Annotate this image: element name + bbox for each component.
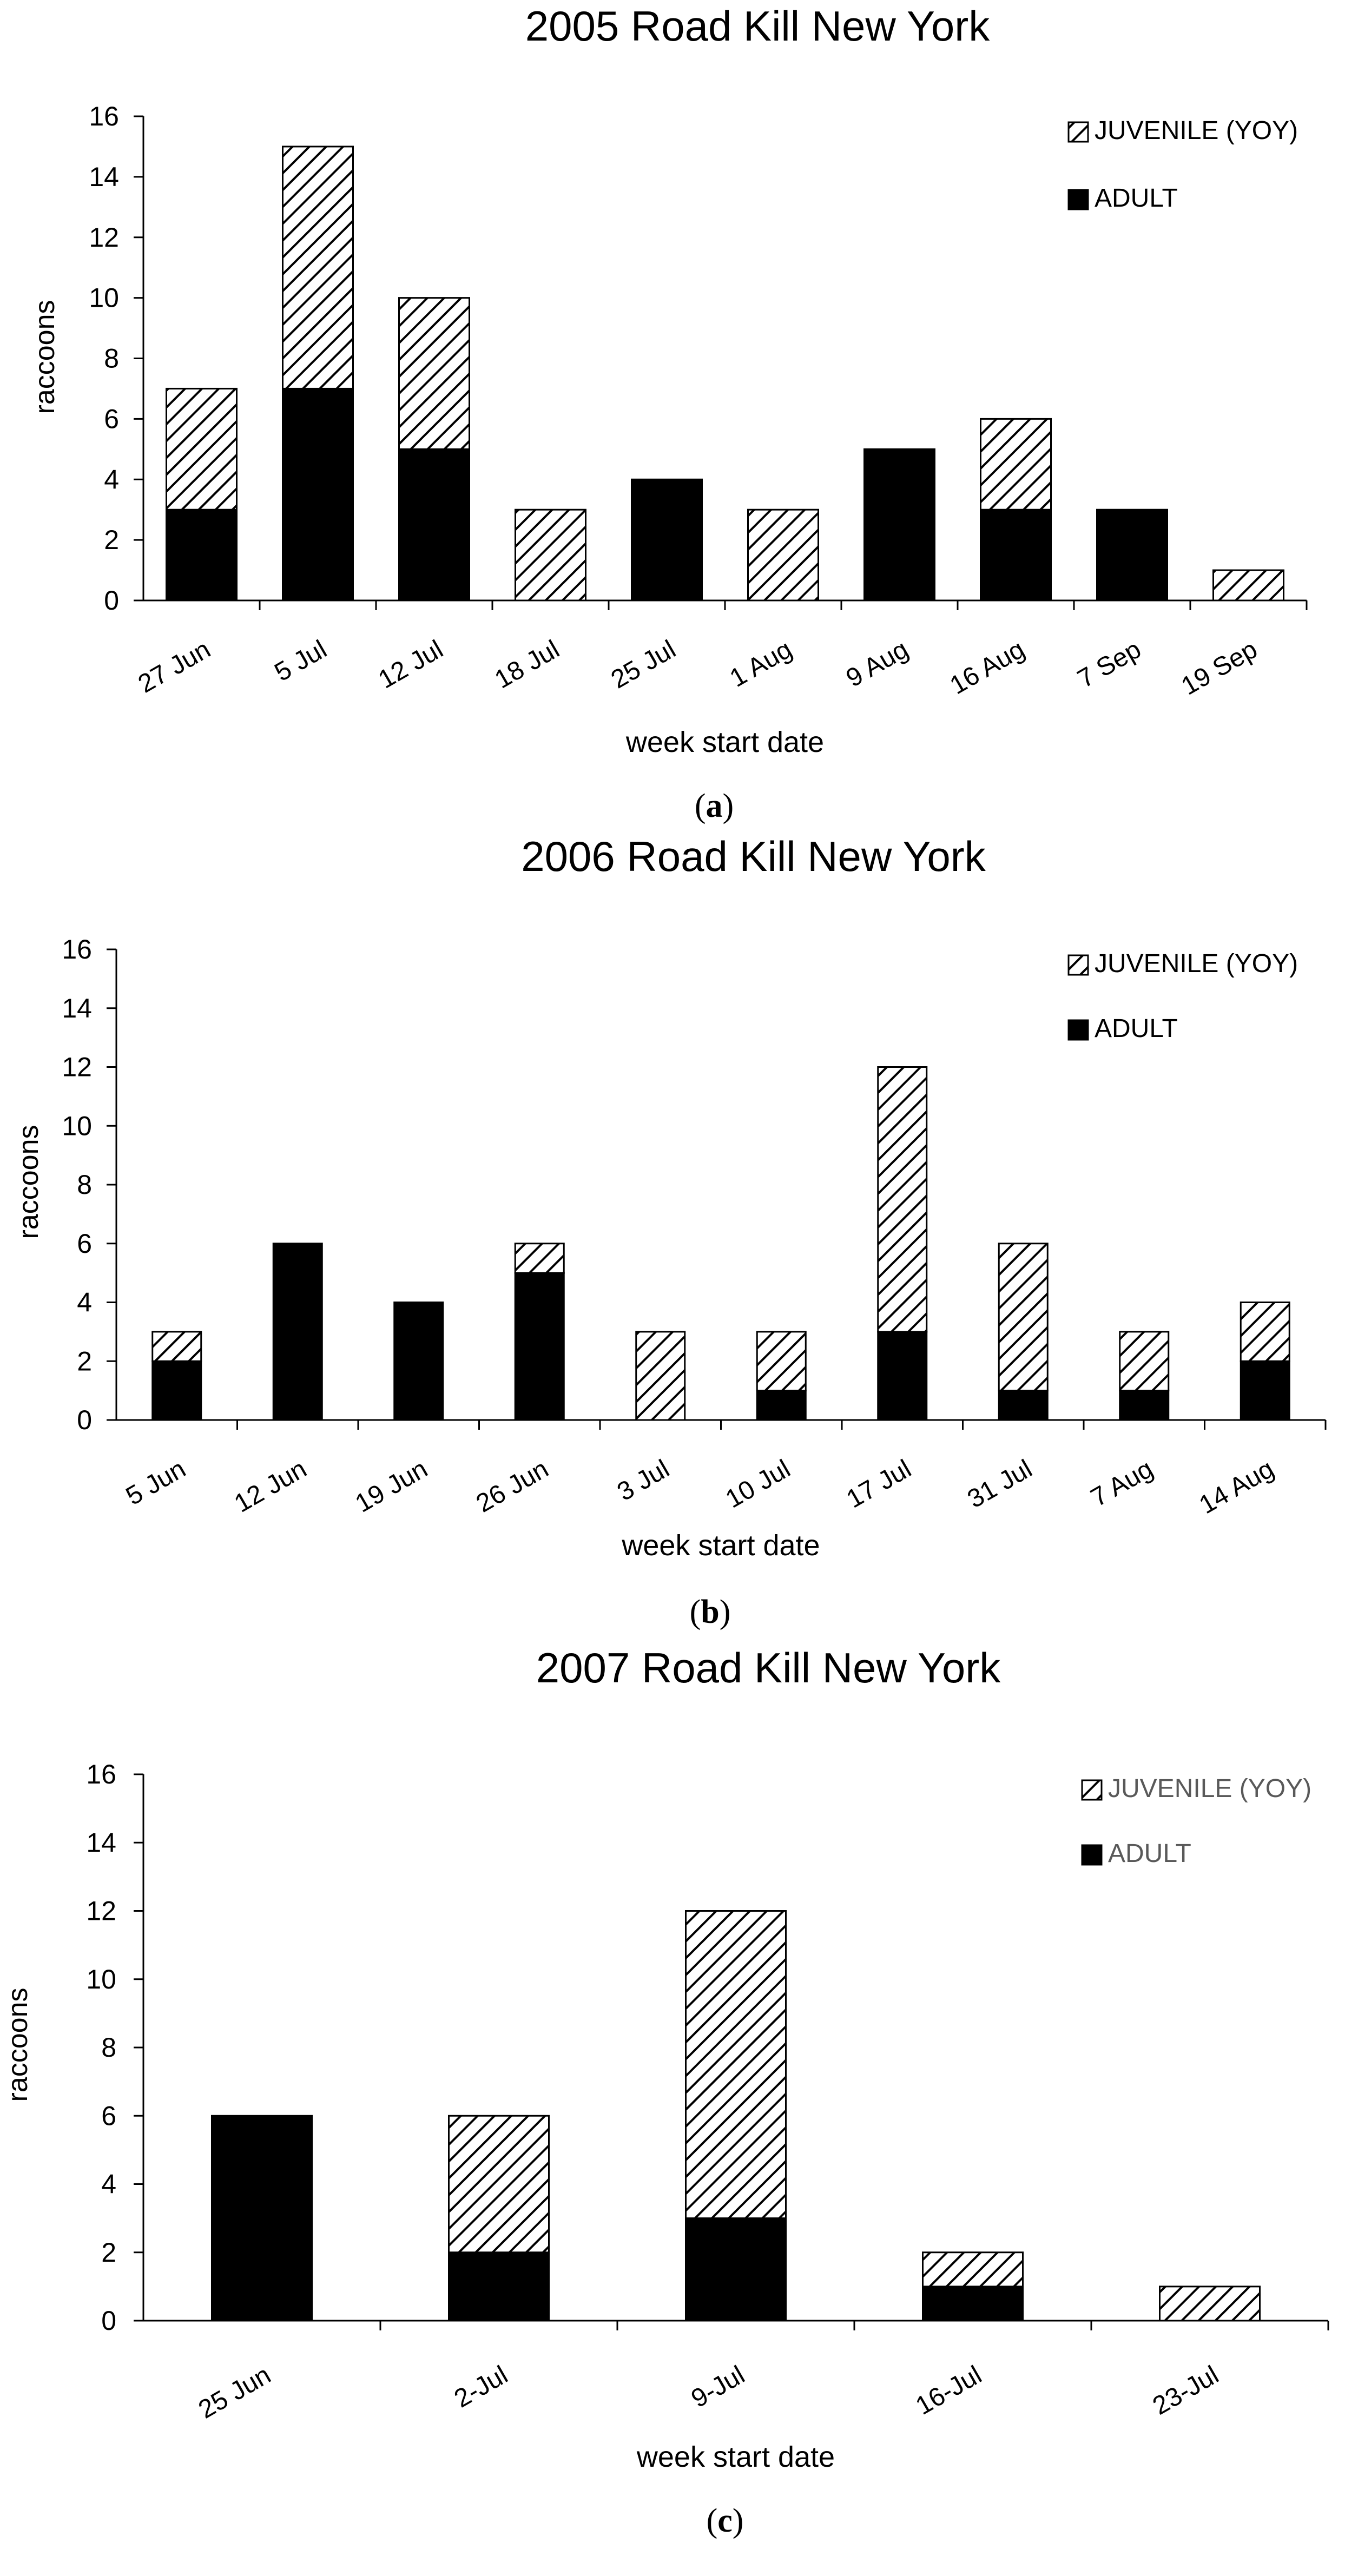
- y-tick-label: 8: [104, 343, 119, 374]
- bar-adult: [981, 510, 1051, 600]
- x-tick-label: 25 Jul: [606, 635, 681, 695]
- x-tick-label: 17 Jul: [841, 1454, 917, 1514]
- legend-swatch-adult: [1082, 1845, 1102, 1865]
- chart-title: 2007 Road Kill New York: [536, 1644, 1001, 1692]
- bar-juvenile: [399, 298, 470, 450]
- bar-adult: [449, 2253, 549, 2321]
- bar-juvenile: [1241, 1303, 1289, 1362]
- bar-adult: [153, 1361, 201, 1420]
- x-tick-label: 9 Aug: [841, 635, 913, 693]
- bar-adult: [1120, 1391, 1169, 1420]
- bar-adult: [865, 449, 935, 600]
- bar-juvenile: [757, 1332, 806, 1391]
- bar-juvenile: [636, 1332, 685, 1420]
- bar-juvenile: [515, 1244, 564, 1273]
- x-tick-label: 23-Jul: [1148, 2360, 1224, 2421]
- chart-panel-a: [29, 2, 1307, 824]
- y-tick-label: 10: [89, 282, 119, 313]
- panel-label: (c): [706, 2502, 744, 2539]
- bar-juvenile: [878, 1067, 927, 1332]
- panel-label: (a): [694, 788, 734, 824]
- bar-adult: [212, 2116, 312, 2321]
- y-tick-label: 2: [77, 1346, 92, 1377]
- chart-title: 2005 Road Kill New York: [525, 2, 990, 50]
- y-tick-label: 14: [86, 1827, 116, 1858]
- y-tick-label: 0: [101, 2306, 116, 2336]
- bar-juvenile: [748, 510, 819, 600]
- y-axis-title: raccoons: [2, 1987, 34, 2102]
- y-tick-label: 0: [77, 1405, 92, 1435]
- y-tick-label: 10: [86, 1964, 116, 1994]
- y-tick-label: 14: [89, 161, 119, 192]
- x-tick-label: 10 Jul: [721, 1454, 795, 1514]
- y-axis-title: raccoons: [13, 1125, 44, 1239]
- y-tick-label: 8: [77, 1170, 92, 1200]
- y-tick-label: 14: [62, 993, 92, 1023]
- y-tick-label: 4: [101, 2169, 116, 2199]
- bar-adult: [1097, 510, 1168, 600]
- bar-adult: [283, 388, 353, 600]
- y-tick-label: 16: [62, 934, 92, 965]
- chart-panel-c: [2, 1644, 1328, 2539]
- y-tick-label: 12: [89, 222, 119, 253]
- x-tick-label: 5 Jul: [269, 635, 332, 688]
- y-tick-label: 10: [62, 1111, 92, 1141]
- legend-label-juvenile: JUVENILE (YOY): [1108, 1774, 1312, 1803]
- y-tick-label: 2: [104, 525, 119, 556]
- x-tick-label: 12 Jul: [373, 635, 448, 695]
- x-tick-label: 27 Jun: [133, 635, 215, 699]
- y-tick-label: 2: [101, 2237, 116, 2268]
- chart-panel-b: [13, 833, 1326, 1630]
- x-tick-label: 9-Jul: [686, 2360, 750, 2414]
- y-tick-label: 0: [104, 585, 119, 616]
- bar-juvenile: [516, 510, 586, 600]
- legend-swatch-adult: [1069, 190, 1088, 209]
- x-tick-label: 1 Aug: [725, 635, 797, 693]
- bar-juvenile: [923, 2253, 1023, 2287]
- x-tick-label: 16 Aug: [945, 635, 1030, 701]
- legend-label-juvenile: JUVENILE (YOY): [1095, 116, 1298, 145]
- legend-label-adult: ADULT: [1095, 1014, 1178, 1043]
- legend-swatch-adult: [1069, 1020, 1088, 1040]
- y-tick-label: 6: [77, 1228, 92, 1259]
- bar-adult: [757, 1391, 806, 1420]
- bar-adult: [167, 510, 237, 600]
- bar-adult: [923, 2287, 1023, 2321]
- legend-swatch-juvenile: [1082, 1780, 1102, 1800]
- x-tick-label: 31 Jul: [963, 1454, 1037, 1514]
- y-axis-title: raccoons: [29, 300, 61, 414]
- x-tick-label: 7 Aug: [1086, 1454, 1158, 1512]
- bar-juvenile: [283, 147, 353, 389]
- y-tick-label: 6: [104, 404, 119, 434]
- x-tick-label: 7 Sep: [1072, 635, 1146, 694]
- x-tick-label: 16-Jul: [911, 2360, 987, 2421]
- x-axis-title: week start date: [636, 2441, 835, 2473]
- bar-juvenile: [1120, 1332, 1169, 1391]
- bar-juvenile: [999, 1244, 1047, 1391]
- chart-title: 2006 Road Kill New York: [521, 833, 986, 880]
- bar-juvenile: [981, 419, 1051, 510]
- x-axis-title: week start date: [625, 726, 825, 758]
- bar-juvenile: [449, 2116, 549, 2253]
- y-tick-label: 4: [77, 1287, 92, 1318]
- bar-adult: [1241, 1361, 1289, 1420]
- bar-adult: [394, 1303, 443, 1421]
- bar-juvenile: [686, 1911, 786, 2218]
- bar-adult: [686, 2218, 786, 2321]
- y-tick-label: 6: [101, 2101, 116, 2131]
- panel-label: (b): [689, 1594, 731, 1630]
- y-tick-label: 8: [101, 2032, 116, 2063]
- legend-label-adult: ADULT: [1108, 1839, 1191, 1868]
- bar-juvenile: [167, 388, 237, 510]
- x-tick-label: 12 Jun: [229, 1454, 312, 1518]
- bar-juvenile: [1214, 570, 1284, 600]
- y-tick-label: 16: [86, 1759, 116, 1789]
- x-axis-title: week start date: [622, 1529, 820, 1562]
- x-tick-label: 26 Jun: [471, 1454, 553, 1518]
- x-tick-label: 14 Aug: [1194, 1454, 1279, 1520]
- bar-adult: [632, 479, 702, 600]
- legend-swatch-juvenile: [1069, 955, 1088, 975]
- legend-swatch-juvenile: [1069, 122, 1088, 142]
- bar-juvenile: [153, 1332, 201, 1361]
- x-tick-label: 25 Jun: [194, 2360, 276, 2425]
- x-tick-label: 19 Jun: [350, 1454, 433, 1518]
- bar-juvenile: [1160, 2287, 1260, 2321]
- y-tick-label: 12: [62, 1052, 92, 1082]
- x-tick-label: 18 Jul: [490, 635, 564, 695]
- y-tick-label: 12: [86, 1895, 116, 1926]
- x-tick-label: 3 Jul: [612, 1454, 675, 1507]
- bar-adult: [399, 449, 470, 600]
- bar-adult: [999, 1391, 1047, 1420]
- y-tick-label: 4: [104, 464, 119, 495]
- legend-label-juvenile: JUVENILE (YOY): [1095, 949, 1298, 978]
- legend-label-adult: ADULT: [1095, 184, 1178, 213]
- bar-adult: [273, 1244, 322, 1420]
- x-tick-label: 5 Jun: [121, 1454, 191, 1511]
- x-tick-label: 19 Sep: [1176, 635, 1262, 701]
- x-tick-label: 2-Jul: [449, 2360, 513, 2414]
- bar-adult: [515, 1273, 564, 1420]
- bar-adult: [878, 1332, 927, 1420]
- y-tick-label: 16: [89, 101, 119, 131]
